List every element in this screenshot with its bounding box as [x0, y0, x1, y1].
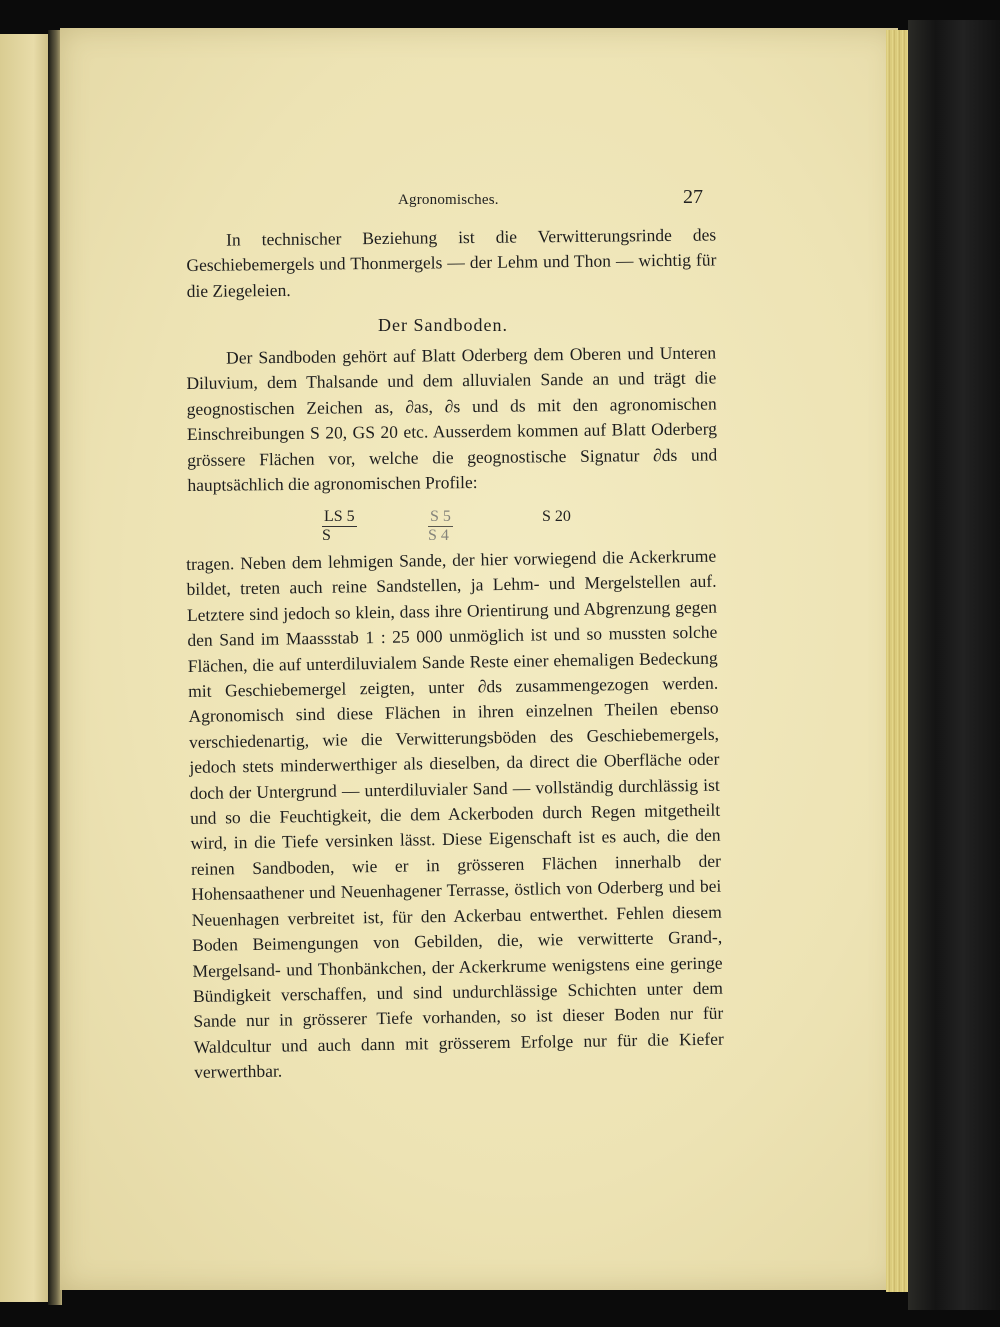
page-stack-edge [886, 30, 910, 1292]
formula-2-denominator: S 4 [428, 527, 449, 544]
paragraph-2 [186, 340, 718, 498]
section-heading: Der Sandboden. [378, 315, 508, 335]
paragraph-3 [186, 544, 724, 1086]
formula-1-numerator: LS 5 [324, 508, 355, 525]
book-binding [908, 20, 1000, 1310]
profile-formula-2 [428, 508, 453, 545]
formula-1-denominator: S [322, 527, 331, 544]
paragraph-1-text: In technischer Beziehung ist die Verwitterungsrinde des Geschiebemergels und Thonmergels — der Lehm und Thon — wichtig für die Ziegeleien. [186, 224, 717, 301]
paragraph-3-text: tragen. Neben dem lehmigen Sande, der hier vorwiegend die Ackerkrume bildet, treten auch reine Sandstellen, ja Lehm- und Mergelstellen auf. Letztere sind jedoch so klein, dass ihre Orientirung und Abgrenzung gegen den Sand im Maassstab 1 : 25 000 unmöglich ist und so mussten solche Flächen, die auf unterdiluvialem Sande Reste einer ehemaligen Bedeckung mit Geschiebemergel zeigten, unter ∂ds zusammengezogen werden. Agronomisch sind diese Flächen in ihren einzelnen Theilen ebenso verschiedenartig, wie die Verwitterungsböden des Geschiebemergels, jedoch stets minderwerthiger als dieselben, da direct die Oberfläche oder doch der Untergrund — unterdiluvialer Sand — vollständig durchlässig ist und so die Feuchtigkeit, die dem Ackerboden durch Regen mitgetheilt wird, in die Tiefe versinken lässt. Diese Eigenschaft ist es auch, die den reinen Sandboden, wie er in grösseren Flächen innerhalb der Hohensaathener und Neuenhagener Terrasse, östlich von Oderberg und bei Neuenhagen verbreitet ist, für den Ackerbau entwerthet. Fehlen diesem Boden Beimengungen von Gebilden, die, wie verwitterte Grand-, Mergelsand- und Thonbänkchen, der Ackerkrume wenigstens eine geringe Bündigkeit verschaffen, und sind undurchlässige Schichten unter dem Sande nur in grösserer Tiefe vorhanden, so ist dieser Boden nur für Waldcultur und auch dann mit grösserem Erfolge nur für die Kiefer verwerthbar. [186, 545, 724, 1083]
paragraph-1 [186, 222, 717, 304]
page-number: 27 [683, 186, 703, 208]
paragraph-2-text: Der Sandboden gehört auf Blatt Oderberg dem Oberen und Unteren Diluvium, dem Thalsande und dem alluvialen Sande an und trägt die geognostischen Zeichen as, ∂as, ∂s und ds mit den agronomischen Einschreibungen S 20, GS 20 etc. Ausserdem kommen auf Blatt Oderberg grössere Flächen vor, welche die geognostische Signatur ∂ds und hauptsächlich die agronomischen Profile: [186, 342, 718, 496]
formula-2-numerator: S 5 [430, 508, 451, 525]
running-header: Agronomisches. [398, 192, 499, 208]
profile-formula-3: S 20 [542, 508, 571, 525]
left-page-edge [0, 34, 48, 1302]
profile-formula-1 [322, 508, 357, 545]
